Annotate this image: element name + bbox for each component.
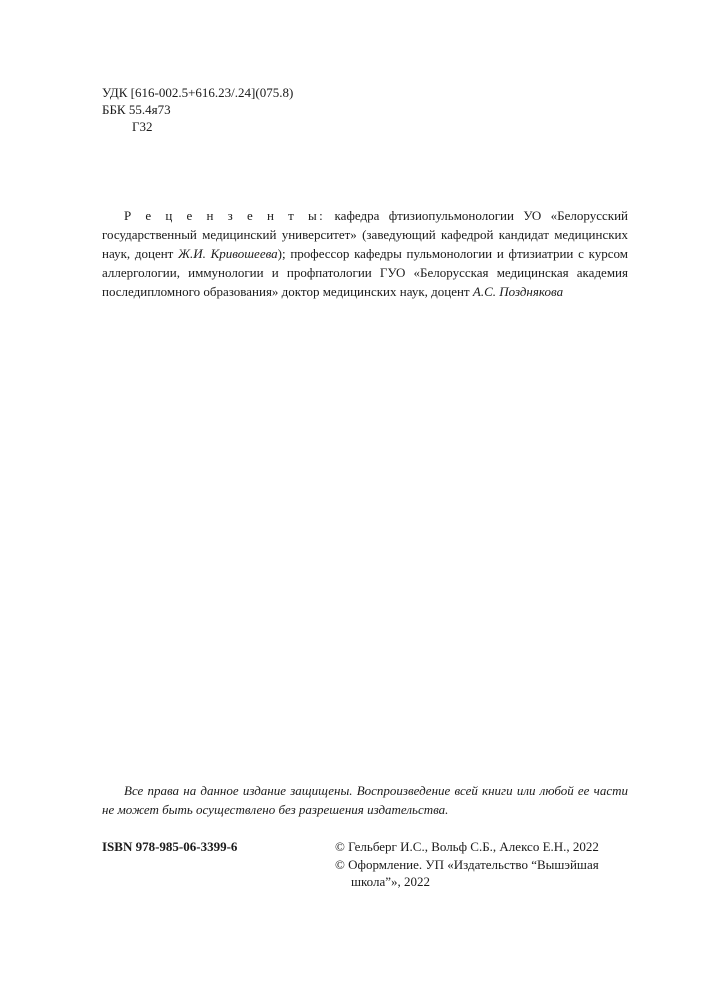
reviewer-name-2: А.С. Позднякова [472, 283, 564, 299]
udk-code: УДК [616-002.5+616.23/.24](075.8) [102, 85, 294, 100]
copyright-design: © Оформление. УП «Издательство “Вышэйшая школа”», 2022 [335, 856, 599, 889]
bbk-code: ББК 55.4я73 [102, 102, 171, 117]
copyright-block [335, 838, 635, 891]
copyright-authors: © Гельберг И.С., Вольф С.Б., Алексо Е.Н., 2022 [335, 839, 599, 854]
reviewers-text-2: ); профессор кафедры пульмонологии и фтизиатрии с курсом аллергологии, иммунологии и профпатологии ГУО «Белорусская медицинская академия последипломного образования» доктор медицинских наук, доцент [102, 245, 628, 299]
reviewers-text-1: кафедра фтизиопульмонологии УО «Белорусский государственный медицинский университет» (заведующий кафедрой кандидат медицинских наук, доцент [102, 208, 629, 261]
author-sign: Г32 [132, 119, 153, 134]
reviewers-paragraph [102, 207, 628, 302]
isbn: ISBN 978-985-06-3399-6 [102, 839, 238, 854]
classification-block [102, 84, 293, 135]
reviewer-name-1: Ж.И. Кривошеева [178, 245, 278, 261]
rights-notice: Все права на данное издание защищены. Воспроизведение всей книги или любой ее части не может быть осуществлено без разрешения издательства. [102, 783, 628, 817]
reviewers-label: Р е ц е н з е н т ы: [124, 208, 326, 223]
